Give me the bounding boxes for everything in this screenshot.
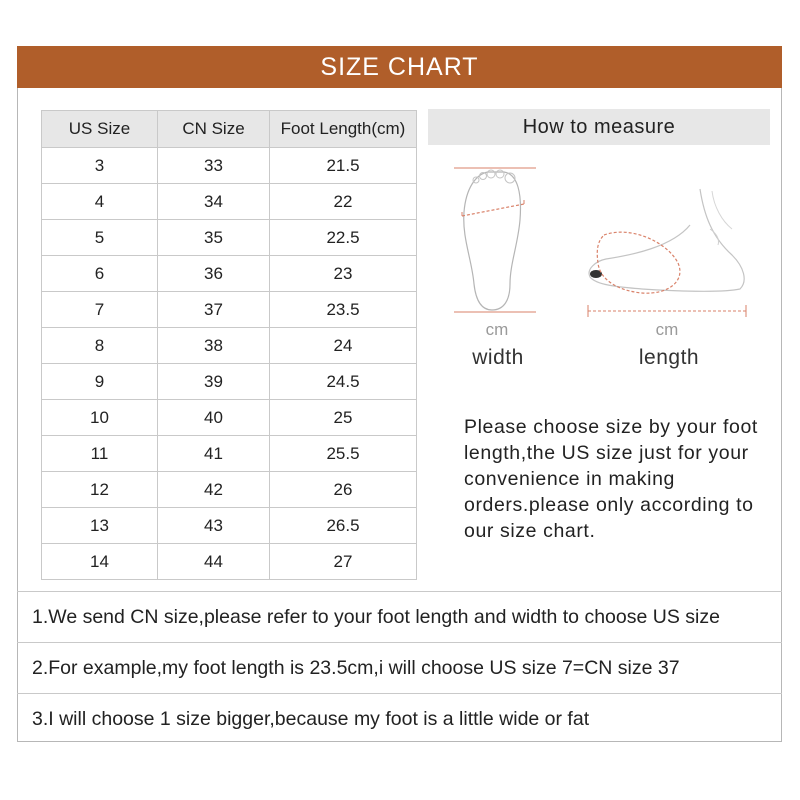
table-row bbox=[42, 508, 417, 544]
cell-foot-length: 23.5 bbox=[270, 292, 417, 328]
cell-foot-length: 24.5 bbox=[270, 364, 417, 400]
cell-foot-length: 27 bbox=[270, 544, 417, 580]
cell-us-size: 11 bbox=[42, 436, 158, 472]
cell-cn-size: 34 bbox=[158, 184, 270, 220]
cell-cn-size: 37 bbox=[158, 292, 270, 328]
cell-foot-length: 23 bbox=[270, 256, 417, 292]
foot-side-icon bbox=[582, 185, 752, 320]
table-row bbox=[42, 400, 417, 436]
table-row bbox=[42, 220, 417, 256]
cell-cn-size: 44 bbox=[158, 544, 270, 580]
table-header-row bbox=[42, 111, 417, 148]
cell-foot-length: 25 bbox=[270, 400, 417, 436]
table-row bbox=[42, 472, 417, 508]
cell-cn-size: 42 bbox=[158, 472, 270, 508]
size-table bbox=[41, 110, 417, 580]
notes-list bbox=[17, 591, 782, 744]
cell-us-size: 3 bbox=[42, 148, 158, 184]
table-row bbox=[42, 184, 417, 220]
cell-us-size: 7 bbox=[42, 292, 158, 328]
cell-cn-size: 35 bbox=[158, 220, 270, 256]
table-row bbox=[42, 364, 417, 400]
cell-cn-size: 38 bbox=[158, 328, 270, 364]
cell-us-size: 13 bbox=[42, 508, 158, 544]
cell-us-size: 14 bbox=[42, 544, 158, 580]
table-row bbox=[42, 256, 417, 292]
table-row bbox=[42, 148, 417, 184]
table-row bbox=[42, 292, 417, 328]
foot-sole-icon bbox=[448, 160, 548, 320]
column-header-foot-length: Foot Length(cm) bbox=[270, 111, 417, 148]
cell-foot-length: 24 bbox=[270, 328, 417, 364]
cell-us-size: 10 bbox=[42, 400, 158, 436]
length-label: length bbox=[638, 346, 700, 369]
width-label: width bbox=[472, 346, 524, 369]
cell-cn-size: 39 bbox=[158, 364, 270, 400]
note-1: 1.We send CN size,please refer to your foot length and width to choose US size bbox=[17, 591, 782, 642]
cell-foot-length: 22.5 bbox=[270, 220, 417, 256]
note-2: 2.For example,my foot length is 23.5cm,i will choose US size 7=CN size 37 bbox=[17, 642, 782, 693]
column-header-us-size: US Size bbox=[42, 111, 158, 148]
cell-us-size: 5 bbox=[42, 220, 158, 256]
cell-cn-size: 33 bbox=[158, 148, 270, 184]
cell-foot-length: 22 bbox=[270, 184, 417, 220]
cell-us-size: 9 bbox=[42, 364, 158, 400]
table-row bbox=[42, 328, 417, 364]
cell-us-size: 12 bbox=[42, 472, 158, 508]
cell-cn-size: 41 bbox=[158, 436, 270, 472]
column-header-cn-size: CN Size bbox=[158, 111, 270, 148]
cell-us-size: 4 bbox=[42, 184, 158, 220]
cell-foot-length: 25.5 bbox=[270, 436, 417, 472]
how-to-measure-heading: How to measure bbox=[428, 109, 770, 145]
width-unit: cm bbox=[485, 320, 509, 339]
length-unit: cm bbox=[655, 320, 679, 339]
sizing-advice: Please choose size by your foot length,the US size just for your convenience in making orders.please only according to our size chart. bbox=[464, 416, 758, 542]
cell-us-size: 8 bbox=[42, 328, 158, 364]
cell-us-size: 6 bbox=[42, 256, 158, 292]
cell-cn-size: 40 bbox=[158, 400, 270, 436]
table-row bbox=[42, 544, 417, 580]
cell-foot-length: 26 bbox=[270, 472, 417, 508]
note-3: 3.I will choose 1 size bigger,because my foot is a little wide or fat bbox=[17, 693, 782, 744]
page-title: SIZE CHART bbox=[17, 46, 782, 88]
cell-cn-size: 36 bbox=[158, 256, 270, 292]
table-row bbox=[42, 436, 417, 472]
cell-foot-length: 21.5 bbox=[270, 148, 417, 184]
cell-foot-length: 26.5 bbox=[270, 508, 417, 544]
cell-cn-size: 43 bbox=[158, 508, 270, 544]
